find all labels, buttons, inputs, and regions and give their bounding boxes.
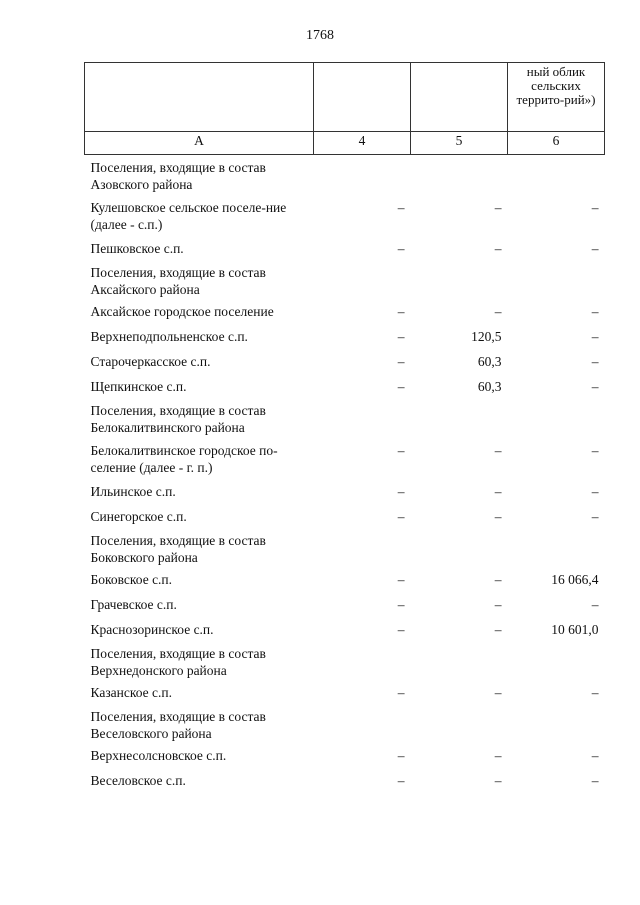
- value-col5: –: [494, 685, 502, 700]
- value-col5: 60,3: [477, 354, 502, 369]
- value-col6: [508, 398, 605, 436]
- header-cell-name: [85, 63, 314, 132]
- value-col6: [508, 641, 605, 679]
- settlement-name: Кулешовское сельское поселе-ние (далее - с.п.): [90, 200, 287, 232]
- value-col6: –: [591, 484, 599, 499]
- value-col4: –: [397, 329, 405, 344]
- index-label-a: А: [85, 132, 314, 155]
- settlement-name: Щепкинское с.п.: [90, 379, 187, 394]
- header-cell-col4: [314, 63, 411, 132]
- table-row: [85, 742, 605, 767]
- group-heading-row: [85, 528, 605, 566]
- value-col6: –: [591, 748, 599, 763]
- value-col4: [314, 641, 411, 679]
- table-row: [85, 767, 605, 792]
- table-row: [85, 323, 605, 348]
- settlement-name: Боковское с.п.: [90, 572, 173, 587]
- value-col6: –: [591, 597, 599, 612]
- value-col5: –: [494, 597, 502, 612]
- value-col5: [411, 155, 508, 194]
- value-col5: –: [494, 748, 502, 763]
- value-col6: –: [591, 329, 599, 344]
- value-col4: –: [397, 773, 405, 788]
- index-label-5: 5: [411, 132, 508, 155]
- value-col6: [508, 260, 605, 298]
- value-col5: –: [494, 509, 502, 524]
- value-col4: –: [397, 748, 405, 763]
- value-col4: [314, 704, 411, 742]
- table-row: [85, 478, 605, 503]
- table-row: [85, 436, 605, 478]
- header-cell-col5: [411, 63, 508, 132]
- table-row: [85, 373, 605, 398]
- value-col5: [411, 641, 508, 679]
- value-col4: –: [397, 509, 405, 524]
- settlement-name: Краснозоринское с.п.: [90, 622, 214, 637]
- value-col4: –: [397, 304, 405, 319]
- table-row: [85, 566, 605, 591]
- value-col4: –: [397, 200, 405, 215]
- group-heading-row: [85, 704, 605, 742]
- value-col4: –: [397, 597, 405, 612]
- index-label-6: 6: [508, 132, 605, 155]
- value-col6: –: [591, 685, 599, 700]
- group-heading-row: [85, 155, 605, 194]
- value-col5: 60,3: [477, 379, 502, 394]
- table-row: [85, 616, 605, 641]
- settlement-name: Поселения, входящие в состав Азовского района: [90, 160, 266, 192]
- table-index-row: [85, 132, 605, 155]
- value-col6: –: [591, 379, 599, 394]
- value-col4: –: [397, 622, 405, 637]
- group-heading-row: [85, 398, 605, 436]
- value-col6: –: [591, 354, 599, 369]
- value-col6: –: [591, 443, 599, 458]
- value-col5: 120,5: [471, 329, 502, 344]
- settlement-name: Ильинское с.п.: [90, 484, 176, 499]
- value-col4: –: [397, 484, 405, 499]
- value-col6: –: [591, 241, 599, 256]
- value-col5: –: [494, 572, 502, 587]
- settlement-name: Казанское с.п.: [90, 685, 172, 700]
- value-col4: –: [397, 572, 405, 587]
- value-col4: –: [397, 241, 405, 256]
- value-col5: –: [494, 443, 502, 458]
- value-col6: –: [591, 200, 599, 215]
- value-col6: –: [591, 773, 599, 788]
- settlement-name: Синегорское с.п.: [90, 509, 187, 524]
- value-col4: –: [397, 443, 405, 458]
- settlement-name: Верхнеподпольненское с.п.: [90, 329, 248, 344]
- value-col5: [411, 260, 508, 298]
- settlement-name: Пешковское с.п.: [90, 241, 184, 256]
- table-row: [85, 235, 605, 260]
- settlement-name: Аксайское городское поселение: [90, 304, 274, 319]
- value-col5: –: [494, 304, 502, 319]
- table-header-row: [85, 63, 605, 132]
- value-col5: –: [494, 241, 502, 256]
- value-col5: –: [494, 773, 502, 788]
- table-row: [85, 193, 605, 235]
- settlement-name: Веселовское с.п.: [90, 773, 186, 788]
- value-col5: [411, 704, 508, 742]
- settlement-name: Поселения, входящие в состав Аксайского района: [90, 265, 266, 297]
- value-col5: –: [494, 622, 502, 637]
- value-col6: –: [591, 509, 599, 524]
- value-col5: [411, 528, 508, 566]
- header-cell-col6: ный облик сельских террито-рий»): [508, 63, 605, 132]
- value-col4: –: [397, 354, 405, 369]
- index-label-4: 4: [314, 132, 411, 155]
- settlement-name: Поселения, входящие в состав Веселовского района: [90, 709, 266, 741]
- value-col6: [508, 528, 605, 566]
- value-col4: [314, 528, 411, 566]
- group-heading-row: [85, 641, 605, 679]
- settlement-name: Поселения, входящие в состав Верхнедонского района: [90, 646, 266, 678]
- settlement-name: Грачевское с.п.: [90, 597, 177, 612]
- value-col5: [411, 398, 508, 436]
- value-col5: –: [494, 484, 502, 499]
- settlement-name: Поселения, входящие в состав Белокалитвинского района: [90, 403, 266, 435]
- group-heading-row: [85, 260, 605, 298]
- budget-table: [84, 62, 605, 792]
- settlement-name: Поселения, входящие в состав Боковского района: [90, 533, 266, 565]
- value-col4: –: [397, 685, 405, 700]
- table-row: [85, 348, 605, 373]
- value-col6: [508, 704, 605, 742]
- value-col5: –: [494, 200, 502, 215]
- value-col6: 10 601,0: [551, 622, 599, 637]
- value-col4: [314, 398, 411, 436]
- table-body: [85, 155, 605, 793]
- value-col6: 16 066,4: [551, 572, 599, 587]
- table-row: [85, 298, 605, 323]
- settlement-name: Старочеркасское с.п.: [90, 354, 211, 369]
- value-col4: [314, 155, 411, 194]
- page-number: 1768: [306, 28, 334, 43]
- table-row: [85, 591, 605, 616]
- value-col6: [508, 155, 605, 194]
- value-col6: –: [591, 304, 599, 319]
- table-row: [85, 679, 605, 704]
- settlement-name: Верхнесолсновское с.п.: [90, 748, 227, 763]
- value-col4: [314, 260, 411, 298]
- value-col4: –: [397, 379, 405, 394]
- table-row: [85, 503, 605, 528]
- settlement-name: Белокалитвинское городское по-селение (далее - г. п.): [90, 443, 278, 475]
